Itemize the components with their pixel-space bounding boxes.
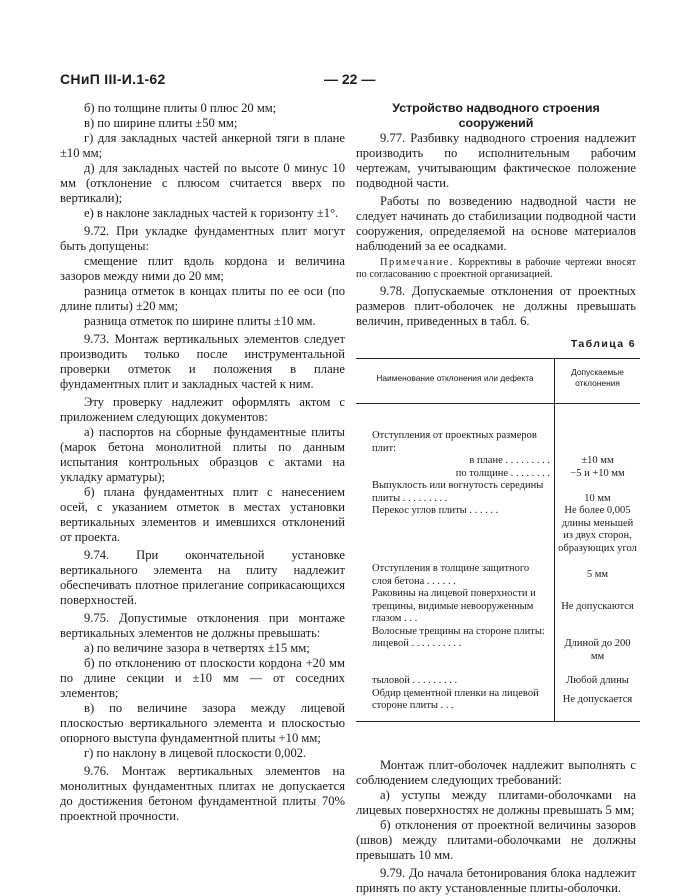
clause-9-72: 9.72. При укладке фундаментных плит могут быть допущены: — [60, 224, 345, 253]
left-column — [60, 101, 345, 824]
clause-9-77: 9.77. Разбивку надводного строения надлежит производить по исполнительным рабочим чертежам, учитывающим фактическое положение подводной части. — [356, 131, 636, 190]
table-row — [356, 663, 640, 688]
clause-9-74: 9.74. При окончательной установке вертикального элемента на плиту надлежит обеспечивать плотное прилегание соприкасающихся поверхностей. — [60, 548, 345, 607]
paragraph: разница отметок в концах плиты по ее оси (по длине плиты) ±20 мм; — [60, 284, 345, 313]
paragraph: в) по величине зазора между лицевой плоскостью вертикального элемента и плоскостью опорного выступа фундаментной плиты +10 мм; — [60, 701, 345, 745]
paragraph: а) по величине зазора в четвертях ±15 мм; — [84, 641, 310, 655]
table-cell — [555, 404, 641, 456]
note — [356, 257, 636, 281]
clause-9-73: 9.73. Монтаж вертикальных элементов следует производить только после инструментальной проверки отметок и положения в плане фундаментных плит и закладных частей к ним. — [60, 332, 345, 391]
table-cell: Отступления от проектных размеров плит: — [372, 430, 537, 454]
table-cell: тыловой . . . . . . . . . — [372, 675, 458, 686]
table-row — [356, 480, 640, 505]
clause-9-75: 9.75. Допустимые отклонения при монтаже вертикальных элементов не должны превышать: — [60, 611, 345, 640]
table-row — [356, 688, 640, 722]
table-cell: Волосные трещины на стороне плиты: — [372, 625, 545, 637]
table-cell: 5 мм — [555, 563, 641, 588]
table-row — [356, 563, 640, 588]
clause-9-76: 9.76. Монтаж вертикальных элементов на монолитных фундаментных плитах не допускается до достижения бетоном фундаментной плиты 70% проектной прочности. — [60, 764, 345, 823]
clause-9-79: 9.79. До начала бетонирования блока надлежит принять по акту установленные плиты-оболочки. — [356, 865, 636, 895]
table-caption: Таблица 6 — [570, 338, 636, 350]
paragraph: а) паспортов на сборные фундаментные плиты (марок бетона монолитной плиты по данным испытания контрольных образцов с актами на укладку арматуры); — [60, 425, 345, 484]
note-label: Примечание. — [380, 257, 454, 268]
table-row — [356, 638, 640, 663]
document-code: СНиП III-И.1-62 — [60, 71, 166, 87]
paragraph: е) в наклоне закладных частей к горизонту ±1°. — [84, 206, 339, 220]
table-cell: Обдир цементной пленки на лицевой стороне плиты . . . — [356, 688, 555, 722]
clause-9-78: 9.78. Допускаемые отклонения от проектных размеров плит-оболочек не должны превышать величин, приведенных в табл. 6. — [356, 284, 636, 328]
table-row — [356, 588, 640, 626]
table-cell: Выпуклость или вогнутость середины плиты . . . . . . . . . — [372, 480, 544, 504]
table-cell: −5 и +10 мм — [555, 468, 641, 481]
table-header-cell: Допускаемые отклонения — [555, 359, 641, 404]
table-cell: Раковины на лицевой поверхности и трещины, видимые невооруженным глазом . . . — [372, 588, 536, 624]
table-row — [356, 468, 640, 481]
paragraph: смещение плит вдоль кордона и величина зазоров между ними до 20 мм; — [60, 254, 345, 283]
table-cell: Отступления в толщине защитного слоя бетона . . . . . . — [372, 563, 530, 587]
table-cell: Длиной до 200 мм — [555, 638, 641, 663]
table-cell — [555, 626, 641, 639]
paragraph: д) для закладных частей по высоте 0 минус 10 мм (отклонение с плюсом считается вверх по вертикали); — [60, 161, 345, 205]
table-cell: лицевой . . . . . . . . . . — [372, 638, 462, 649]
table-cell: Не более 0,005 длины меньшей из двух сторон, образующих угол — [555, 505, 641, 563]
section-title: Устройство надводного строения сооружений — [392, 101, 600, 130]
note-text: Коррективы в рабочие чертежи вносят по согласованию с проектной организацией. — [356, 257, 636, 280]
paragraph: Эту проверку надлежит оформлять актом с приложением следующих документов: — [60, 395, 345, 424]
table-cell: Перекос углов плиты . . . . . . — [372, 505, 499, 516]
table-row — [356, 455, 640, 468]
paragraph: б) плана фундаментных плит с нанесением осей, с указанием отметок в местах установки вертикальных элементов и имевшихся отклонений от проекта. — [60, 485, 345, 544]
paragraph: а) уступы между плитами-оболочками на лицевых поверхностях не должны превышать 5 мм; — [356, 787, 636, 817]
table-row — [356, 505, 640, 563]
table-header-row — [356, 359, 640, 404]
table-cell: ±10 мм — [555, 455, 641, 468]
table-row — [356, 404, 640, 456]
table-cell: Любой длины — [555, 663, 641, 688]
deviations-table — [356, 358, 640, 722]
paragraph: разница отметок по ширине плиты ±10 мм. — [84, 314, 316, 328]
table-header-cell: Наименование отклонения или дефекта — [356, 359, 555, 404]
table-cell: Не допускаются — [555, 588, 641, 626]
paragraph: б) по толщине плиты 0 плюс 20 мм; — [84, 101, 277, 115]
right-column — [356, 101, 636, 896]
paragraph: б) по отклонению от плоскости кордона +20 мм по длине секции и ±10 мм — от соседних элементов; — [60, 656, 345, 700]
paragraph: г) по наклону в лицевой плоскости 0,002. — [84, 746, 307, 760]
table-row — [356, 626, 640, 639]
table-cell: 10 мм — [555, 480, 641, 505]
paragraph: Монтаж плит-оболочек надлежит выполнять с соблюдением следующих требований: — [356, 757, 636, 787]
paragraph: Работы по возведению надводной части не следует начинать до стабилизации подводной части сооружения, определяемой на основе материалов наблюдений за ее осадками. — [356, 194, 636, 253]
paragraph: в) по ширине плиты ±50 мм; — [84, 116, 238, 130]
table-cell: по толщине . . . . . . . . — [455, 467, 550, 479]
table-cell: Не допускается — [555, 688, 641, 722]
page-number: — 22 — — [324, 71, 376, 87]
paragraph: г) для закладных частей анкерной тяги в плане ±10 мм; — [60, 131, 345, 160]
paragraph: б) отклонения от проектной величины зазоров (швов) между плитами-оболочками не должны превышать 10 мм. — [356, 817, 636, 862]
table-cell: в плане . . . . . . . . . — [469, 455, 550, 466]
